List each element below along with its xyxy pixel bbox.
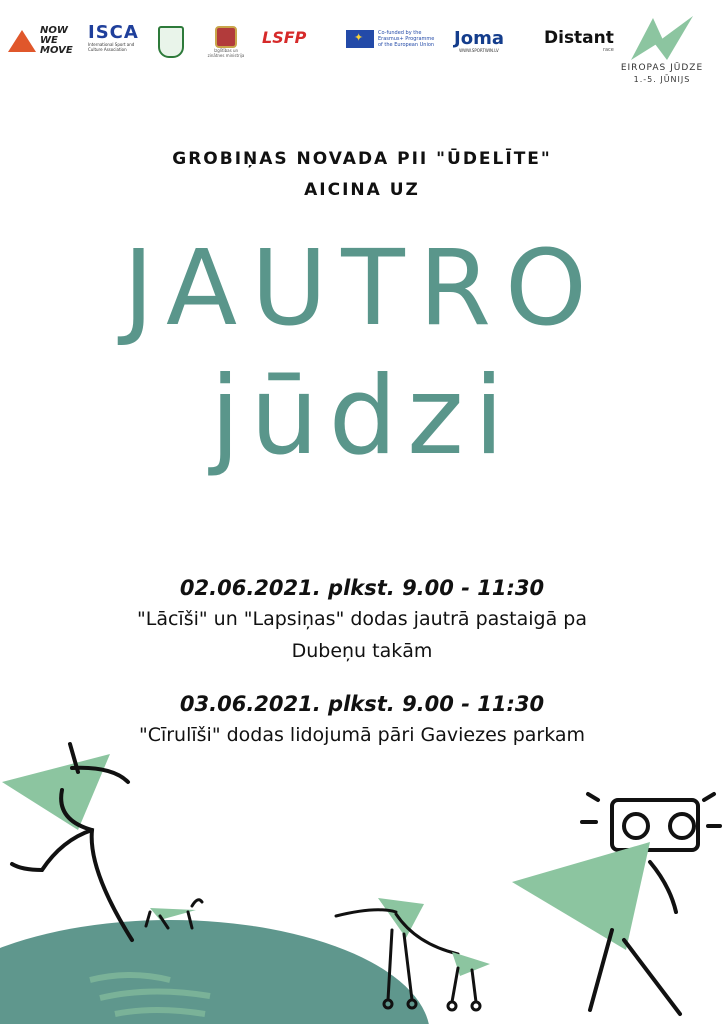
sponsor-logo-strip xyxy=(0,0,724,100)
distant-text: Distant xyxy=(544,28,614,48)
coat-of-arms-icon xyxy=(215,26,237,48)
isca-logo xyxy=(88,24,144,52)
event-2-desc-line-1: "Cīrulīši" dodas lidojumā pāri Gaviezes parkam xyxy=(138,724,586,746)
erasmus-logo xyxy=(346,30,440,48)
eiropas-judze-mark-icon xyxy=(627,14,697,62)
erasmus-text: Co-funded by the Erasmus+ Programme of the European Union xyxy=(378,30,435,48)
event-2-date: 03.06.2021. plkst. 9.00 - 11:30 xyxy=(179,692,545,716)
title-line-2: jūdzi xyxy=(210,354,514,479)
now-we-move-logo xyxy=(8,26,80,56)
isca-text: ISCA xyxy=(88,22,139,43)
distant-subtitle: race xyxy=(602,47,614,53)
stick-figures-illustration xyxy=(0,730,724,1024)
event-dates: 1.-5. JŪNIJS xyxy=(633,75,691,84)
event-1-desc-line-1: "Lācīši" un "Lapsiņas" dodas jautrā pastaigā pa xyxy=(137,608,587,630)
intro-line-1: GROBIŅAS NOVADA PII "ŪDELĪTE" xyxy=(172,149,552,169)
now-we-move-text: NOW WE MOVE xyxy=(40,25,73,56)
lsfp-logo: LSFP xyxy=(262,28,307,47)
title-line-1: JAUTRO xyxy=(123,227,601,349)
joma-logo xyxy=(454,30,504,53)
event-1-date: 02.06.2021. plkst. 9.00 - 11:30 xyxy=(179,576,545,600)
eu-flag-icon xyxy=(346,30,374,48)
shield-logo-icon xyxy=(158,26,184,58)
joma-subtitle: WWW.SPORTWIN.LV xyxy=(459,48,499,53)
distant-race-logo xyxy=(544,30,614,53)
event-name: EIROPAS JŪDZE xyxy=(620,63,704,73)
eiropas-judze-logo xyxy=(616,14,708,85)
hill-shape xyxy=(0,920,430,1024)
runner-figure-icon xyxy=(2,744,132,940)
event-1-desc-line-2: Dubeņu takām xyxy=(291,640,433,662)
now-we-move-mark-icon xyxy=(8,30,36,52)
isca-subtitle: International Sport and Culture Association xyxy=(88,42,135,52)
intro-line-2: AICINA UZ xyxy=(304,180,420,200)
joma-text: Joma xyxy=(454,28,504,49)
ministry-text: Izglītības un zinātnes ministrija xyxy=(207,48,245,58)
ministry-logo xyxy=(206,26,246,58)
camera-head-figure-icon xyxy=(512,794,720,1014)
